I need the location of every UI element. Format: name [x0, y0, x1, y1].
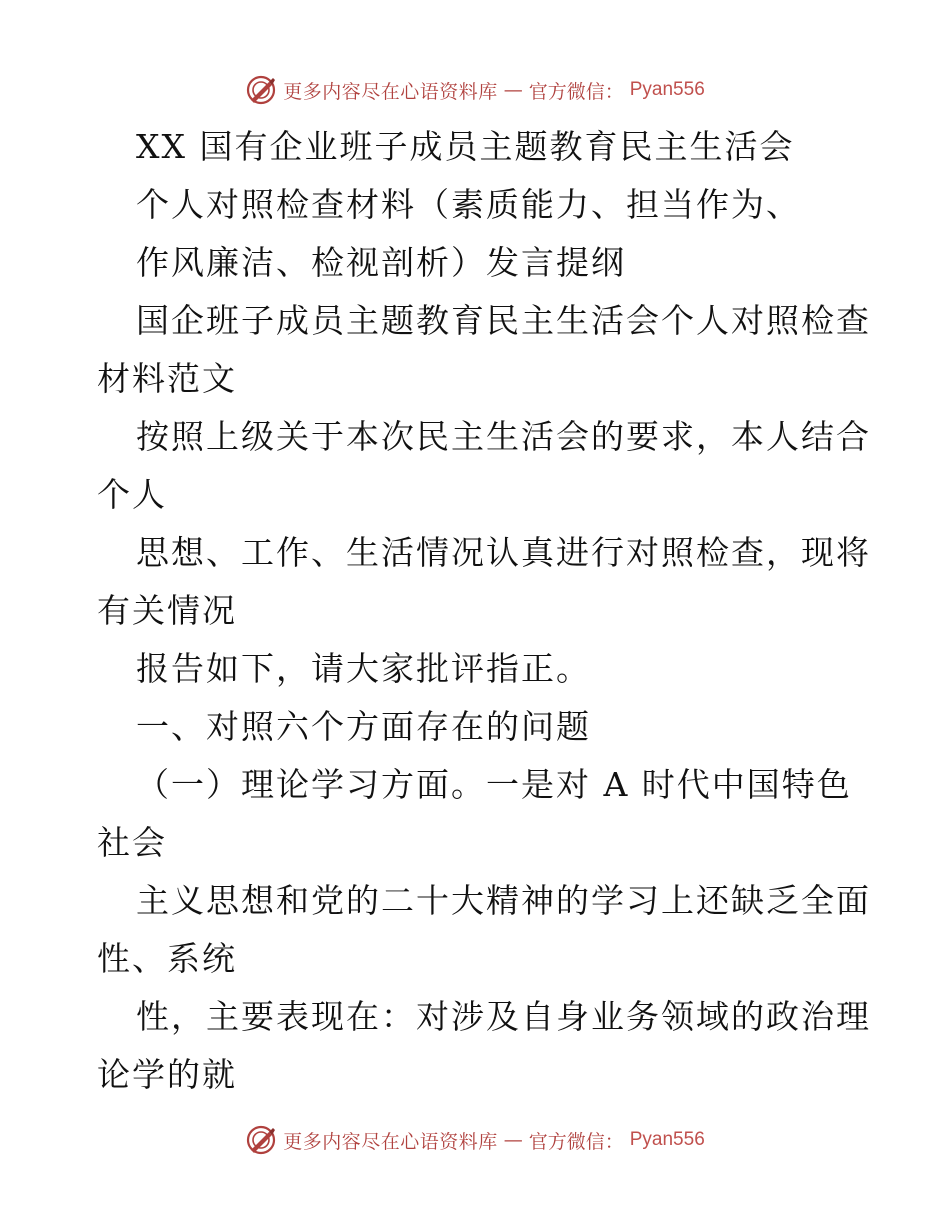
watermark-wechat-label: 官方微信： [528, 1130, 624, 1153]
text-line: 国企班子成员主题教育民主生活会个人对照检查 [136, 301, 871, 340]
watermark-text: 更多内容尽在心语资料库 [283, 1130, 498, 1153]
text-line: 有关情况 [97, 591, 237, 630]
watermark-text: 更多内容尽在心语资料库 [283, 80, 498, 103]
watermark-wechat-id: Pyan556 [629, 1129, 705, 1150]
text-line: 论学的就 [97, 1055, 237, 1094]
text-line: 材料范文 [97, 359, 237, 398]
text-line: 性，主要表现在：对涉及自身业务领域的政治理 [136, 997, 871, 1036]
pen-logo-icon [245, 74, 277, 106]
watermark-wechat-label: 官方微信： [528, 80, 624, 103]
text-line: 思想、工作、生活情况认真进行对照检查，现将 [136, 533, 871, 572]
pen-logo-icon [245, 1124, 277, 1156]
text-line: 性、系统 [97, 939, 237, 978]
title-line-1: XX 国有企业班子成员主题教育民主生活会 [136, 127, 795, 166]
text-line: （一）理论学习方面。一是对 A 时代中国特色 [136, 765, 852, 804]
title-line-2: 个人对照检查材料（素质能力、担当作为、 [136, 185, 801, 224]
watermark-separator: — [503, 79, 523, 101]
watermark-wechat-id: Pyan556 [629, 79, 705, 100]
text-line: 个人 [97, 475, 167, 514]
footer-watermark [0, 1120, 950, 1160]
title-line-3: 作风廉洁、检视剖析）发言提纲 [136, 243, 626, 282]
text-line: 主义思想和党的二十大精神的学习上还缺乏全面 [136, 881, 871, 920]
section-heading: 一、对照六个方面存在的问题 [136, 707, 591, 746]
text-line: 社会 [97, 823, 167, 862]
watermark-separator: — [503, 1129, 523, 1151]
text-line: 按照上级关于本次民主生活会的要求，本人结合 [136, 417, 871, 456]
document-body [97, 118, 871, 1104]
text-line: 报告如下，请大家批评指正。 [136, 649, 591, 688]
header-watermark [0, 70, 950, 110]
